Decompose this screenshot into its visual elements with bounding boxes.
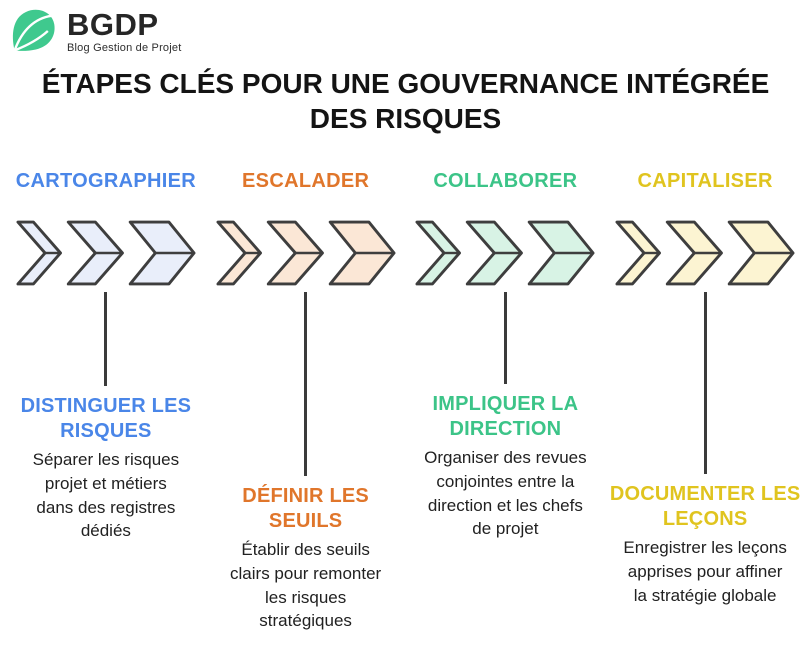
step-description: Établir des seuils clairs pour remonter les risques stratégiques (230, 540, 382, 631)
chevron-arrows-icon (415, 218, 595, 288)
step-label: CARTOGRAPHIER (15, 170, 196, 192)
connector-line (704, 292, 707, 474)
chevron-arrows-icon (216, 218, 396, 288)
column-collaborer (410, 170, 602, 633)
steps-grid (10, 170, 801, 633)
column-escalader (210, 170, 402, 633)
column-capitaliser (609, 170, 801, 633)
step-description: Séparer les risques projet et métiers dans des registres dédiés (32, 450, 180, 541)
step-description: Organiser des revues conjointes entre la direction et les chefs de projet (424, 448, 587, 539)
step-label: ESCALADER (242, 170, 370, 192)
step-heading: DÉFINIR LES SEUILS (242, 485, 369, 532)
logo-brand: BGDP (67, 6, 159, 42)
page-title: ÉTAPES CLÉS POUR UNE GOUVERNANCE INTÉGRÉE DES RISQUES (41, 68, 770, 134)
logo-tagline: Blog Gestion de Projet (67, 41, 182, 54)
step-heading: DISTINGUER LES RISQUES (20, 395, 192, 442)
chevron-arrows-icon (615, 218, 795, 288)
step-description: Enregistrer les leçons apprises pour affiner la stratégie globale (623, 538, 787, 605)
step-label: CAPITALISER (637, 170, 773, 192)
connector-line (104, 292, 107, 386)
column-cartographier (10, 170, 202, 633)
step-heading: DOCUMENTER LES LEÇONS (609, 483, 801, 530)
step-label: COLLABORER (433, 170, 578, 192)
chevron-arrows-icon (16, 218, 196, 288)
logo-text (67, 6, 182, 54)
step-heading: IMPLIQUER LA DIRECTION (432, 393, 579, 440)
leaf-icon (10, 6, 58, 56)
connector-line (504, 292, 507, 384)
logo (10, 6, 181, 56)
connector-line (304, 292, 307, 476)
